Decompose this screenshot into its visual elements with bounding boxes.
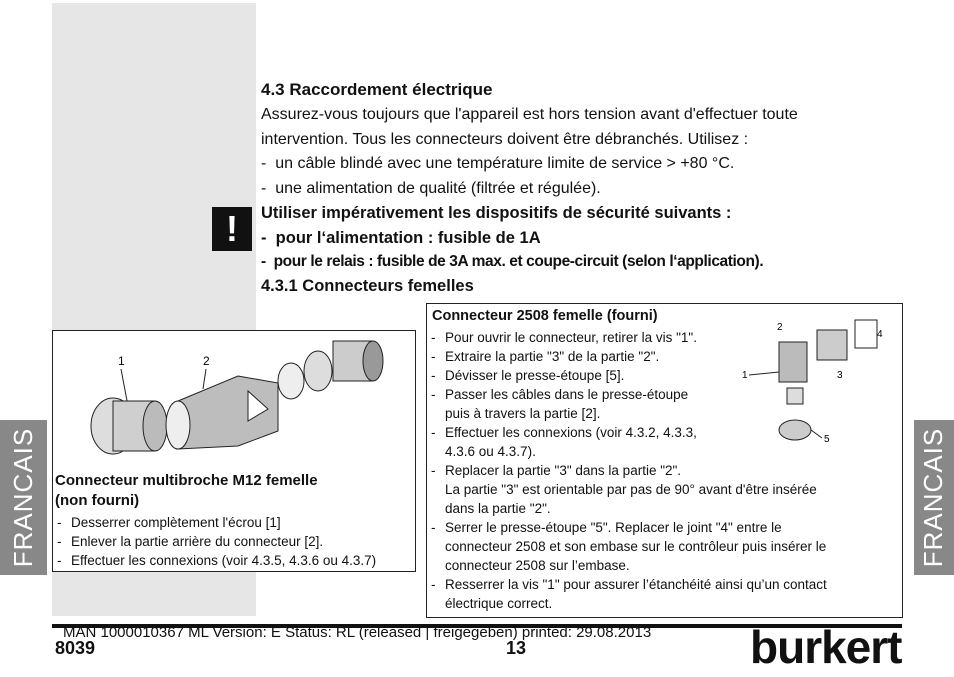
- intro-line: Assurez-vous toujours que l'appareil est hors tension avant d'effectuer toute: [261, 106, 798, 123]
- callout-2: 2: [777, 322, 783, 333]
- language-tab-left: [0, 420, 47, 575]
- language-tab-label: FRANCAIS: [8, 427, 38, 568]
- m12-connector-illustration: [53, 331, 415, 461]
- callout-1: 1: [118, 354, 125, 368]
- callout-2: 2: [203, 354, 210, 368]
- page-number: 13: [506, 638, 527, 658]
- language-tab-right: [914, 420, 954, 575]
- c2508-step: - Effectuer les connexions (voir 4.3.2, 4.3.3, 4.3.6 ou 4.3.7).: [431, 425, 697, 459]
- language-tab-label: FRANCAIS: [918, 427, 949, 568]
- c2508-step: - Replacer la partie "3" dans la partie "2". La partie "3" est orientable par pas de 90° avant d'être insérée dans la partie "2".: [431, 463, 817, 516]
- intro-line: intervention. Tous les connecteurs doivent être débranchés. Utilisez :: [261, 131, 749, 148]
- c2508-step: - Dévisser le presse-étoupe [5].: [431, 368, 625, 383]
- c2508-title: Connecteur 2508 femelle (fourni): [432, 308, 658, 324]
- section-heading: 4.3 Raccordement électrique: [261, 80, 493, 99]
- connector-2508-box: [426, 303, 903, 618]
- callout-1: 1: [742, 370, 748, 381]
- warning-item: - pour le relais : fusible de 3A max. et coupe-circuit (selon l‘application).: [261, 253, 764, 270]
- connector-m12-box: [52, 330, 416, 572]
- subsection-heading: 4.3.1 Connecteurs femelles: [261, 277, 474, 295]
- m12-step: - Desserrer complètement l'écrou [1]: [57, 515, 281, 530]
- callout-4: 4: [877, 329, 883, 340]
- c2508-step: - Passer les câbles dans le presse-étoupe puis à travers la partie [2].: [431, 387, 689, 421]
- warning-exclamation-icon: !: [212, 207, 252, 251]
- c2508-step: - Extraire la partie "3" de la partie "2".: [431, 349, 660, 364]
- m12-step: - Effectuer les connexions (voir 4.3.5, 4.3.6 ou 4.3.7): [57, 553, 377, 568]
- m12-title: (non fourni): [55, 492, 140, 509]
- footer-meta: MAN 1000010367 ML Version: E Status: RL (released | freigegeben) printed: 29.08.2013: [63, 624, 652, 641]
- callout-5: 5: [824, 434, 830, 445]
- c2508-step: - Resserrer la vis "1" pour assurer l’étanchéité ainsi qu’un contact électrique correct.: [431, 577, 827, 611]
- warning-item: - pour l‘alimentation : fusible de 1A: [261, 229, 541, 247]
- m12-title: Connecteur multibroche M12 femelle: [55, 472, 318, 489]
- brand-logo: burkert: [750, 621, 902, 673]
- document-code: 8039: [55, 638, 96, 658]
- c2508-step: - Serrer le presse-étoupe "5". Replacer le joint "4" entre le connecteur 2508 et son embase sur le contrôleur puis insérer le connecteur 2508 sur l’embase.: [431, 520, 827, 573]
- requirement-item: - un câble blindé avec une température limite de service > +80 °C.: [261, 155, 735, 172]
- m12-step: - Enlever la partie arrière du connecteur [2].: [57, 534, 324, 549]
- warning-title: Utiliser impérativement les dispositifs de sécurité suivants :: [261, 204, 732, 222]
- c2508-step: - Pour ouvrir le connecteur, retirer la vis "1".: [431, 330, 697, 345]
- callout-3: 3: [837, 370, 843, 381]
- requirement-item: - une alimentation de qualité (filtrée et régulée).: [261, 180, 601, 197]
